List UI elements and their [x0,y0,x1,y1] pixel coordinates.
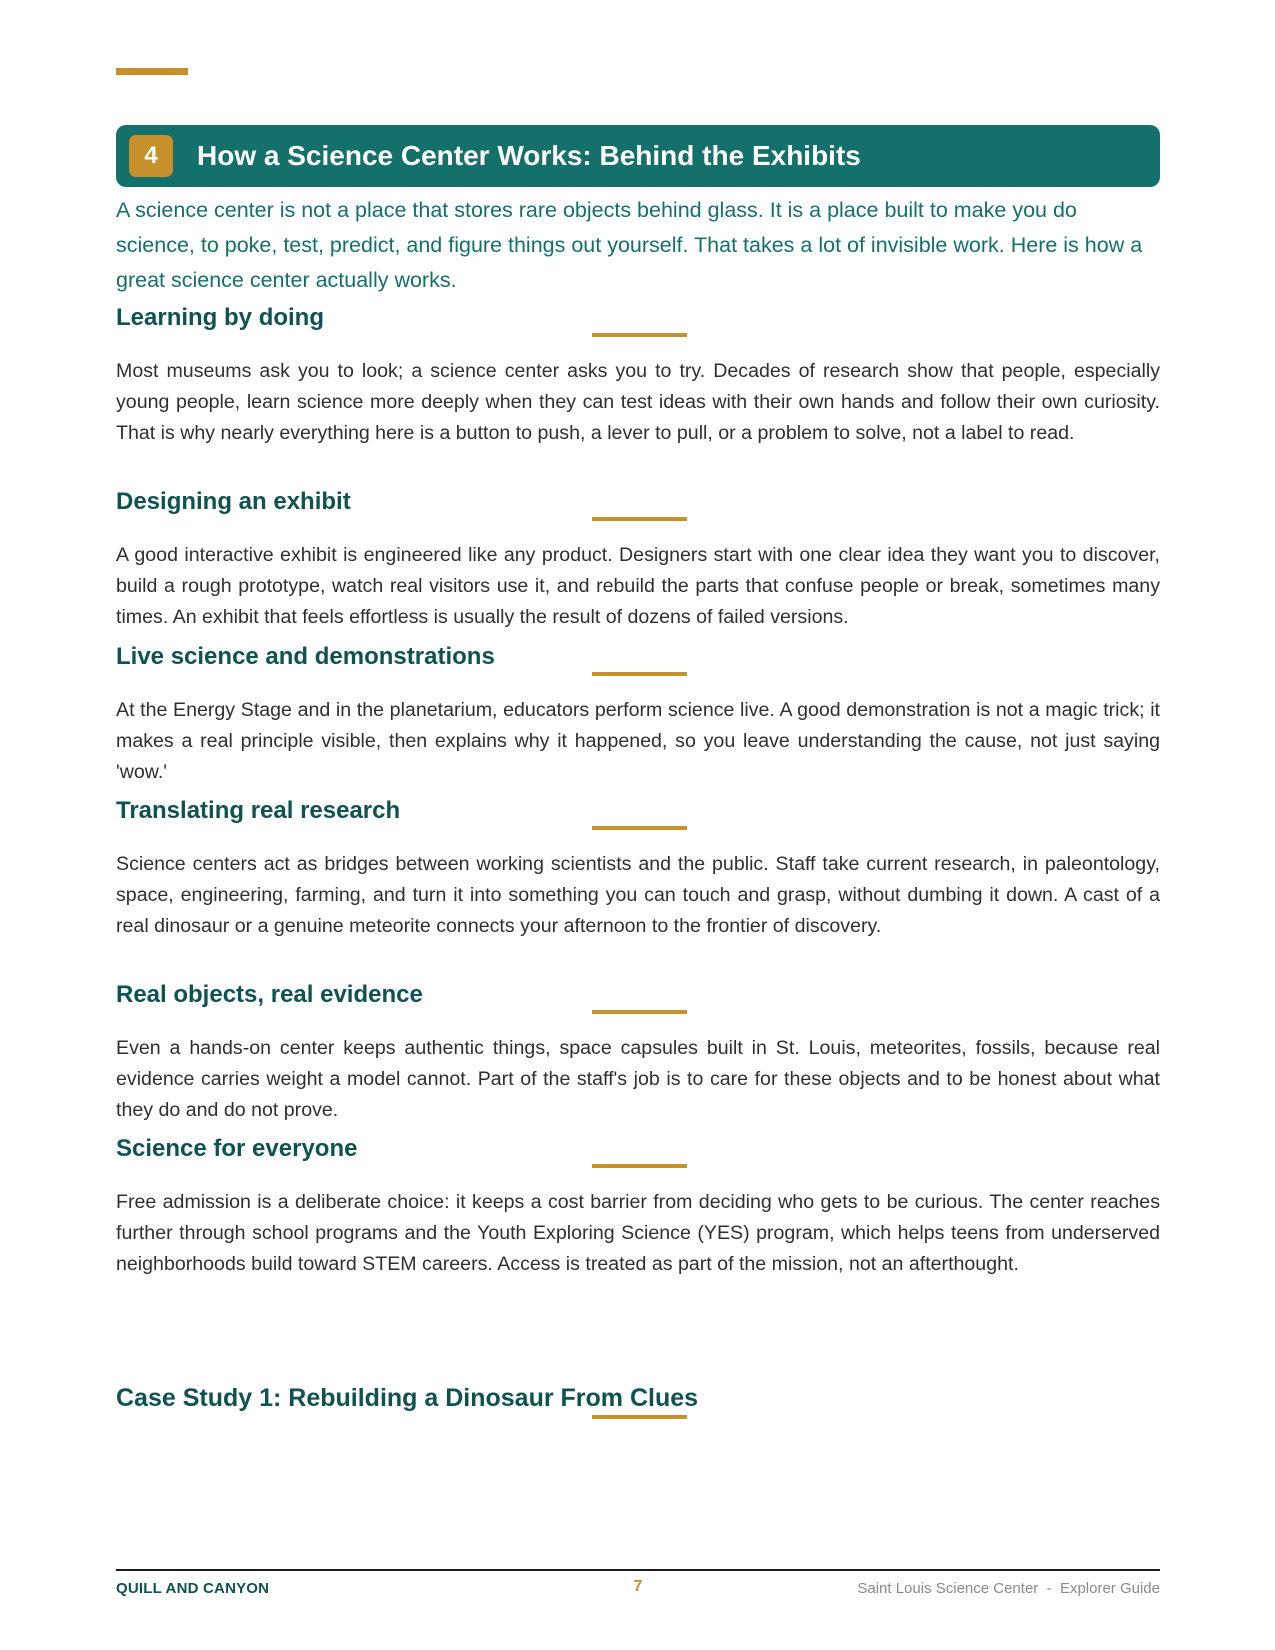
footer-guide-title: Saint Louis Science Center - Explorer Guide [857,1580,1160,1597]
section-heading: Learning by doing [116,304,324,331]
section-body: Most museums ask you to look; a science center asks you to try. Decades of research show that people, especially young people, learn science more deeply when they can test ideas with their own hands and follow their own curiosity. That is why nearly everything here is a button to push, a lever to pull, or a problem to solve, not a label to read. [116,360,1160,444]
section-divider [592,1164,687,1168]
section-divider [592,672,687,676]
section-body: Free admission is a deliberate choice: it keeps a cost barrier from deciding who gets to be curious. The center reaches further through school programs and the Youth Exploring Science (YES) program, which helps teens from underserved neighborhoods build toward STEM careers. Access is treated as part of the mission, not an afterthought. [116,1191,1160,1275]
section-divider [592,1415,687,1419]
section-learning-by-doing [116,303,1160,449]
chapter-number-badge: 4 [129,135,173,177]
section-case-study-1 [116,1383,1160,1413]
section-heading: Live science and demonstrations [116,643,495,670]
section-live-science [116,642,1160,788]
chapter-intro: A science center is not a place that stores rare objects behind glass. It is a place built to make you do science, to poke, test, predict, and figure things out yourself. That takes a lot of invisible work. Here is how a great science center actually works. [116,198,1143,292]
section-divider [592,826,687,830]
page-number: 7 [633,1578,643,1595]
chapter-title: How a Science Center Works: Behind the Exhibits [197,140,861,171]
section-translating-research [116,796,1160,942]
section-heading: Translating real research [116,797,401,824]
section-divider [592,517,687,521]
section-real-objects [116,980,1160,1126]
section-body: A good interactive exhibit is engineered like any product. Designers start with one clear idea they want you to discover, build a rough prototype, watch real visitors use it, and rebuild the parts that confuse people or break, sometimes many times. An exhibit that feels effortless is usually the result of dozens of failed versions. [116,544,1160,628]
section-divider [592,1010,687,1014]
footer-publisher: QUILL AND CANYON [116,1580,270,1597]
section-heading: Science for everyone [116,1135,358,1162]
chapter-banner [116,125,1160,187]
section-designing-an-exhibit [116,487,1160,633]
footer-rule [116,1569,1160,1571]
section-science-for-everyone [116,1134,1160,1280]
top-accent-bar [116,68,188,75]
section-body: Science centers act as bridges between working scientists and the public. Staff take current research, in paleontology, space, engineering, farming, and turn it into something you can touch and grasp, without dumbing it down. A cast of a real dinosaur or a genuine meteorite connects your afternoon to the frontier of discovery. [116,853,1160,937]
section-body: Even a hands-on center keeps authentic things, space capsules built in St. Louis, meteorites, fossils, because real evidence carries weight a model cannot. Part of the staff's job is to care for these objects and to be honest about what they do and do not prove. [116,1037,1160,1121]
case-study-heading: Case Study 1: Rebuilding a Dinosaur From Clues [116,1384,699,1412]
section-body: At the Energy Stage and in the planetarium, educators perform science live. A good demonstration is not a magic trick; it makes a real principle visible, then explains why it happened, so you leave understanding the cause, not just saying 'wow.' [116,699,1160,783]
section-divider [592,333,687,337]
section-heading: Real objects, real evidence [116,981,423,1008]
section-heading: Designing an exhibit [116,488,351,515]
